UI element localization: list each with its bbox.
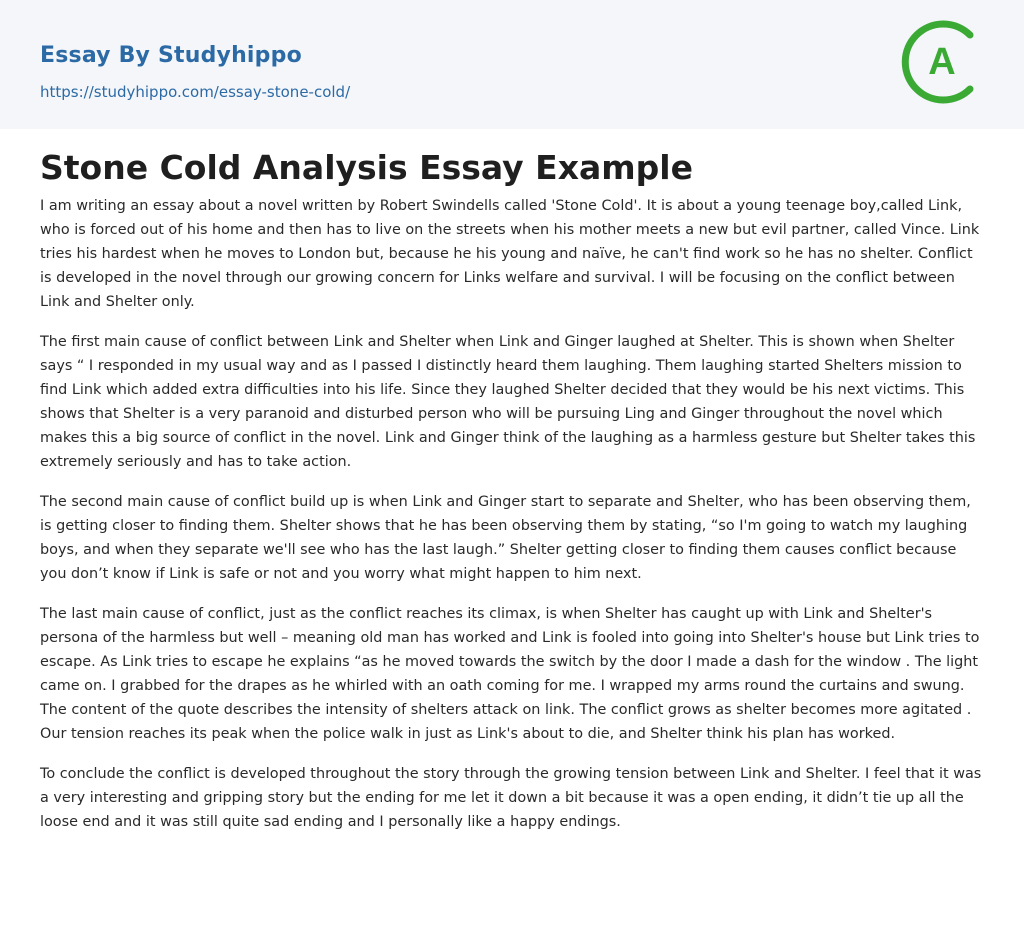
paragraph: The last main cause of conflict, just as the conflict reaches its climax, is when Shelter has caught up with Link and Shelter's persona of the harmless but well – meaning old man has worked and Link is fooled into going into Shelter's house but Link tries to escape. As Link tries to escape he explains “as he moved towards the switch by the door I made a dash for the window . The light came on. I grabbed for the drapes as he whirled with an oath coming for me. I wrapped my arms round the curtains and swung. The content of the quote describes the intensity of shelters attack on link. The conflict grows as shelter becomes more agitated . Our tension reaches its peak when the police walk in just as Link's about to die, and Shelter think his plan has worked. — [40, 606, 980, 742]
paragraph: The second main cause of conflict build up is when Link and Ginger start to separate and Shelter, who has been observing them, is getting closer to finding them. Shelter shows that he has been observing them by stating, “so I'm going to watch my laughing boys, and when they separate we'll see who has the last laugh.” Shelter getting closer to finding them causes conflict because you don’t know if Link is safe or not and you worry what might happen to him next. — [40, 494, 971, 582]
site-header — [0, 0, 1024, 129]
logo-letter: A — [928, 41, 956, 83]
page-title: Stone Cold Analysis Essay Example — [40, 148, 693, 187]
source-url-link[interactable]: https://studyhippo.com/essay-stone-cold/ — [40, 83, 351, 101]
site-brand[interactable]: Essay By Studyhippo — [40, 43, 302, 68]
paragraph: The first main cause of conflict between Link and Shelter when Link and Ginger laughed at Shelter. This is shown when Shelter says “ I responded in my usual way and as I passed I distinctly heard them laughing. Them laughing started Shelters mission to find Link which added extra difficulties into his life. Since they laughed Shelter decided that they would be his next victims. This shows that Shelter is a very paranoid and disturbed person who will be pursuing Ling and Ginger throughout the novel which makes this a big source of conflict in the novel. Link and Ginger think of the laughing as a harmless gesture but Shelter takes this extremely seriously and has to take action. — [40, 334, 976, 470]
paragraph: To conclude the conflict is developed throughout the story through the growing tension between Link and Shelter. I feel that it was a very interesting and gripping story but the ending for me let it down a bit because it was a open ending, it didn’t tie up all the loose end and it was still quite sad ending and I personally like a happy endings. — [40, 766, 982, 830]
studyhippo-logo-icon[interactable] — [900, 20, 984, 104]
article — [0, 148, 1024, 834]
paragraph: I am writing an essay about a novel written by Robert Swindells called 'Stone Cold'. It is about a young teenage boy,called Link, who is forced out of his home and then has to live on the streets when his mother meets a new but evil partner, called Vince. Link tries his hardest when he moves to London but, because he his young and naïve, he can't find work so he has no shelter. Conflict is developed in the novel through our growing concern for Links welfare and survival. I will be focusing on the conflict between Link and Shelter only. — [40, 198, 980, 310]
